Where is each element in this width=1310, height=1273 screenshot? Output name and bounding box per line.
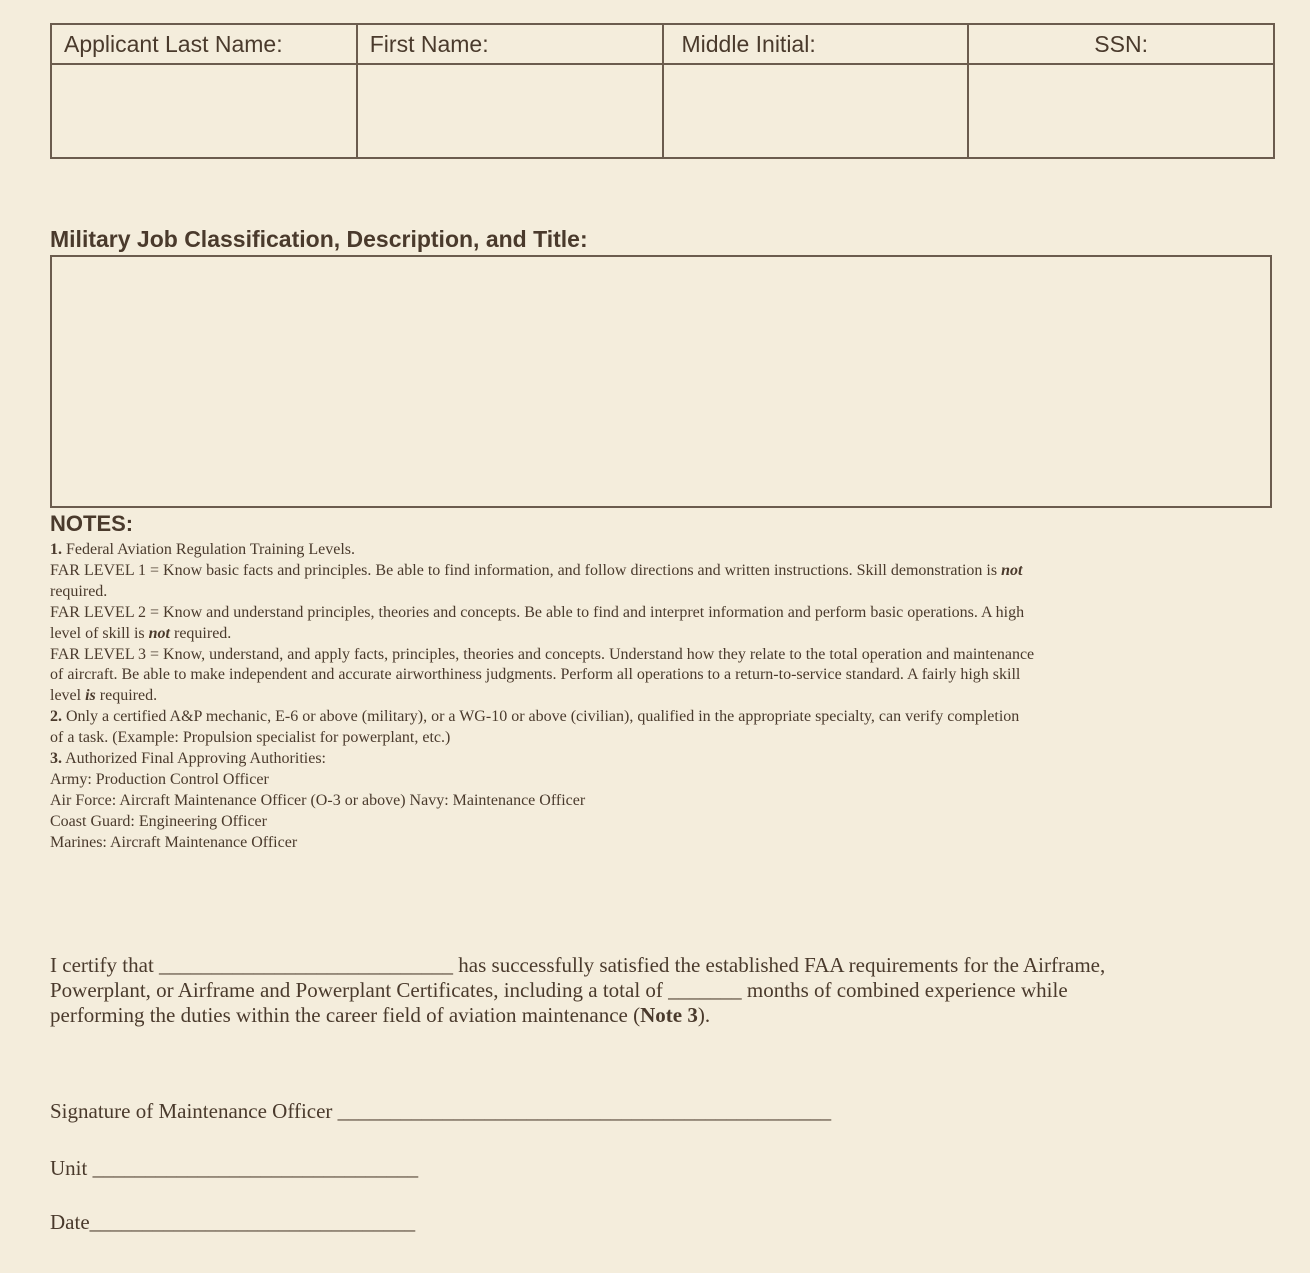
- ssn-header: SSN:: [968, 24, 1274, 64]
- job-classification-title: Military Job Classification, Description, and Title:: [50, 226, 588, 252]
- middle-initial-field[interactable]: [663, 64, 969, 158]
- note-3-heading: 3. Authorized Final Approving Authorities:: [50, 750, 326, 768]
- far-level-1-cont: required.: [50, 582, 108, 600]
- authority-army: Army: Production Control Officer: [50, 770, 269, 788]
- far-level-3: FAR LEVEL 3 = Know, understand, and apply facts, principles, theories and concepts. Understand how they relate to the total operation and maintenance: [50, 645, 1035, 663]
- first-name-header: First Name:: [357, 24, 663, 64]
- last-name-field[interactable]: [51, 64, 357, 158]
- certification-line-3: performing the duties within the career field of aviation maintenance (Note 3).: [50, 1003, 711, 1027]
- authority-airforce-navy: Air Force: Aircraft Maintenance Officer (O-3 or above) Navy: Maintenance Officer: [50, 791, 586, 809]
- applicant-table-value-row: [51, 64, 1274, 158]
- certification-statement: [50, 953, 1230, 1028]
- far-level-3-end: level is required.: [50, 687, 158, 705]
- middle-initial-header: Middle Initial:: [663, 24, 969, 64]
- signature-line[interactable]: Signature of Maintenance Officer _______________________________________________: [50, 1099, 832, 1123]
- job-classification-field[interactable]: [50, 255, 1272, 508]
- applicant-table-header-row: [51, 24, 1274, 64]
- authority-coastguard: Coast Guard: Engineering Officer: [50, 812, 267, 830]
- far-level-2: FAR LEVEL 2 = Know and understand principles, theories and concepts. Be able to find and interpret information and perform basic operations. A high: [50, 603, 1025, 621]
- note-2: 2. Only a certified A&P mechanic, E-6 or above (military), or a WG-10 or above (civilian), qualified in the appropriate specialty, can verify completion: [50, 708, 1020, 726]
- far-level-2-cont: level of skill is not required.: [50, 624, 232, 642]
- note-1-heading: 1. Federal Aviation Regulation Training Levels.: [50, 541, 355, 558]
- applicant-info-table: [50, 23, 1275, 159]
- unit-line[interactable]: Unit _______________________________: [50, 1156, 419, 1180]
- note-2-cont: of a task. (Example: Propulsion specialist for powerplant, etc.): [50, 729, 451, 747]
- far-level-1: FAR LEVEL 1 = Know basic facts and principles. Be able to find information, and follow directions and written instructions. Skill demonstration is not: [50, 561, 1023, 579]
- last-name-header: Applicant Last Name:: [51, 24, 357, 64]
- certification-line-1: I certify that ____________________________ has successfully satisfied the established FAA requirements for the Airframe,: [50, 953, 1106, 977]
- notes-title: NOTES:: [50, 511, 134, 536]
- certification-line-2: Powerplant, or Airframe and Powerplant Certificates, including a total of _______ months of combined experience while: [50, 978, 1068, 1002]
- authority-marines: Marines: Aircraft Maintenance Officer: [50, 833, 298, 851]
- ssn-field[interactable]: [968, 64, 1274, 158]
- first-name-field[interactable]: [357, 64, 663, 158]
- date-line[interactable]: Date_______________________________: [50, 1210, 416, 1234]
- far-level-3-cont: of aircraft. Be able to make independent and accurate airworthiness judgments. Perform all operations to a return-to-service standard. A fairly high skill: [50, 666, 1021, 684]
- notes-body: [50, 540, 1200, 854]
